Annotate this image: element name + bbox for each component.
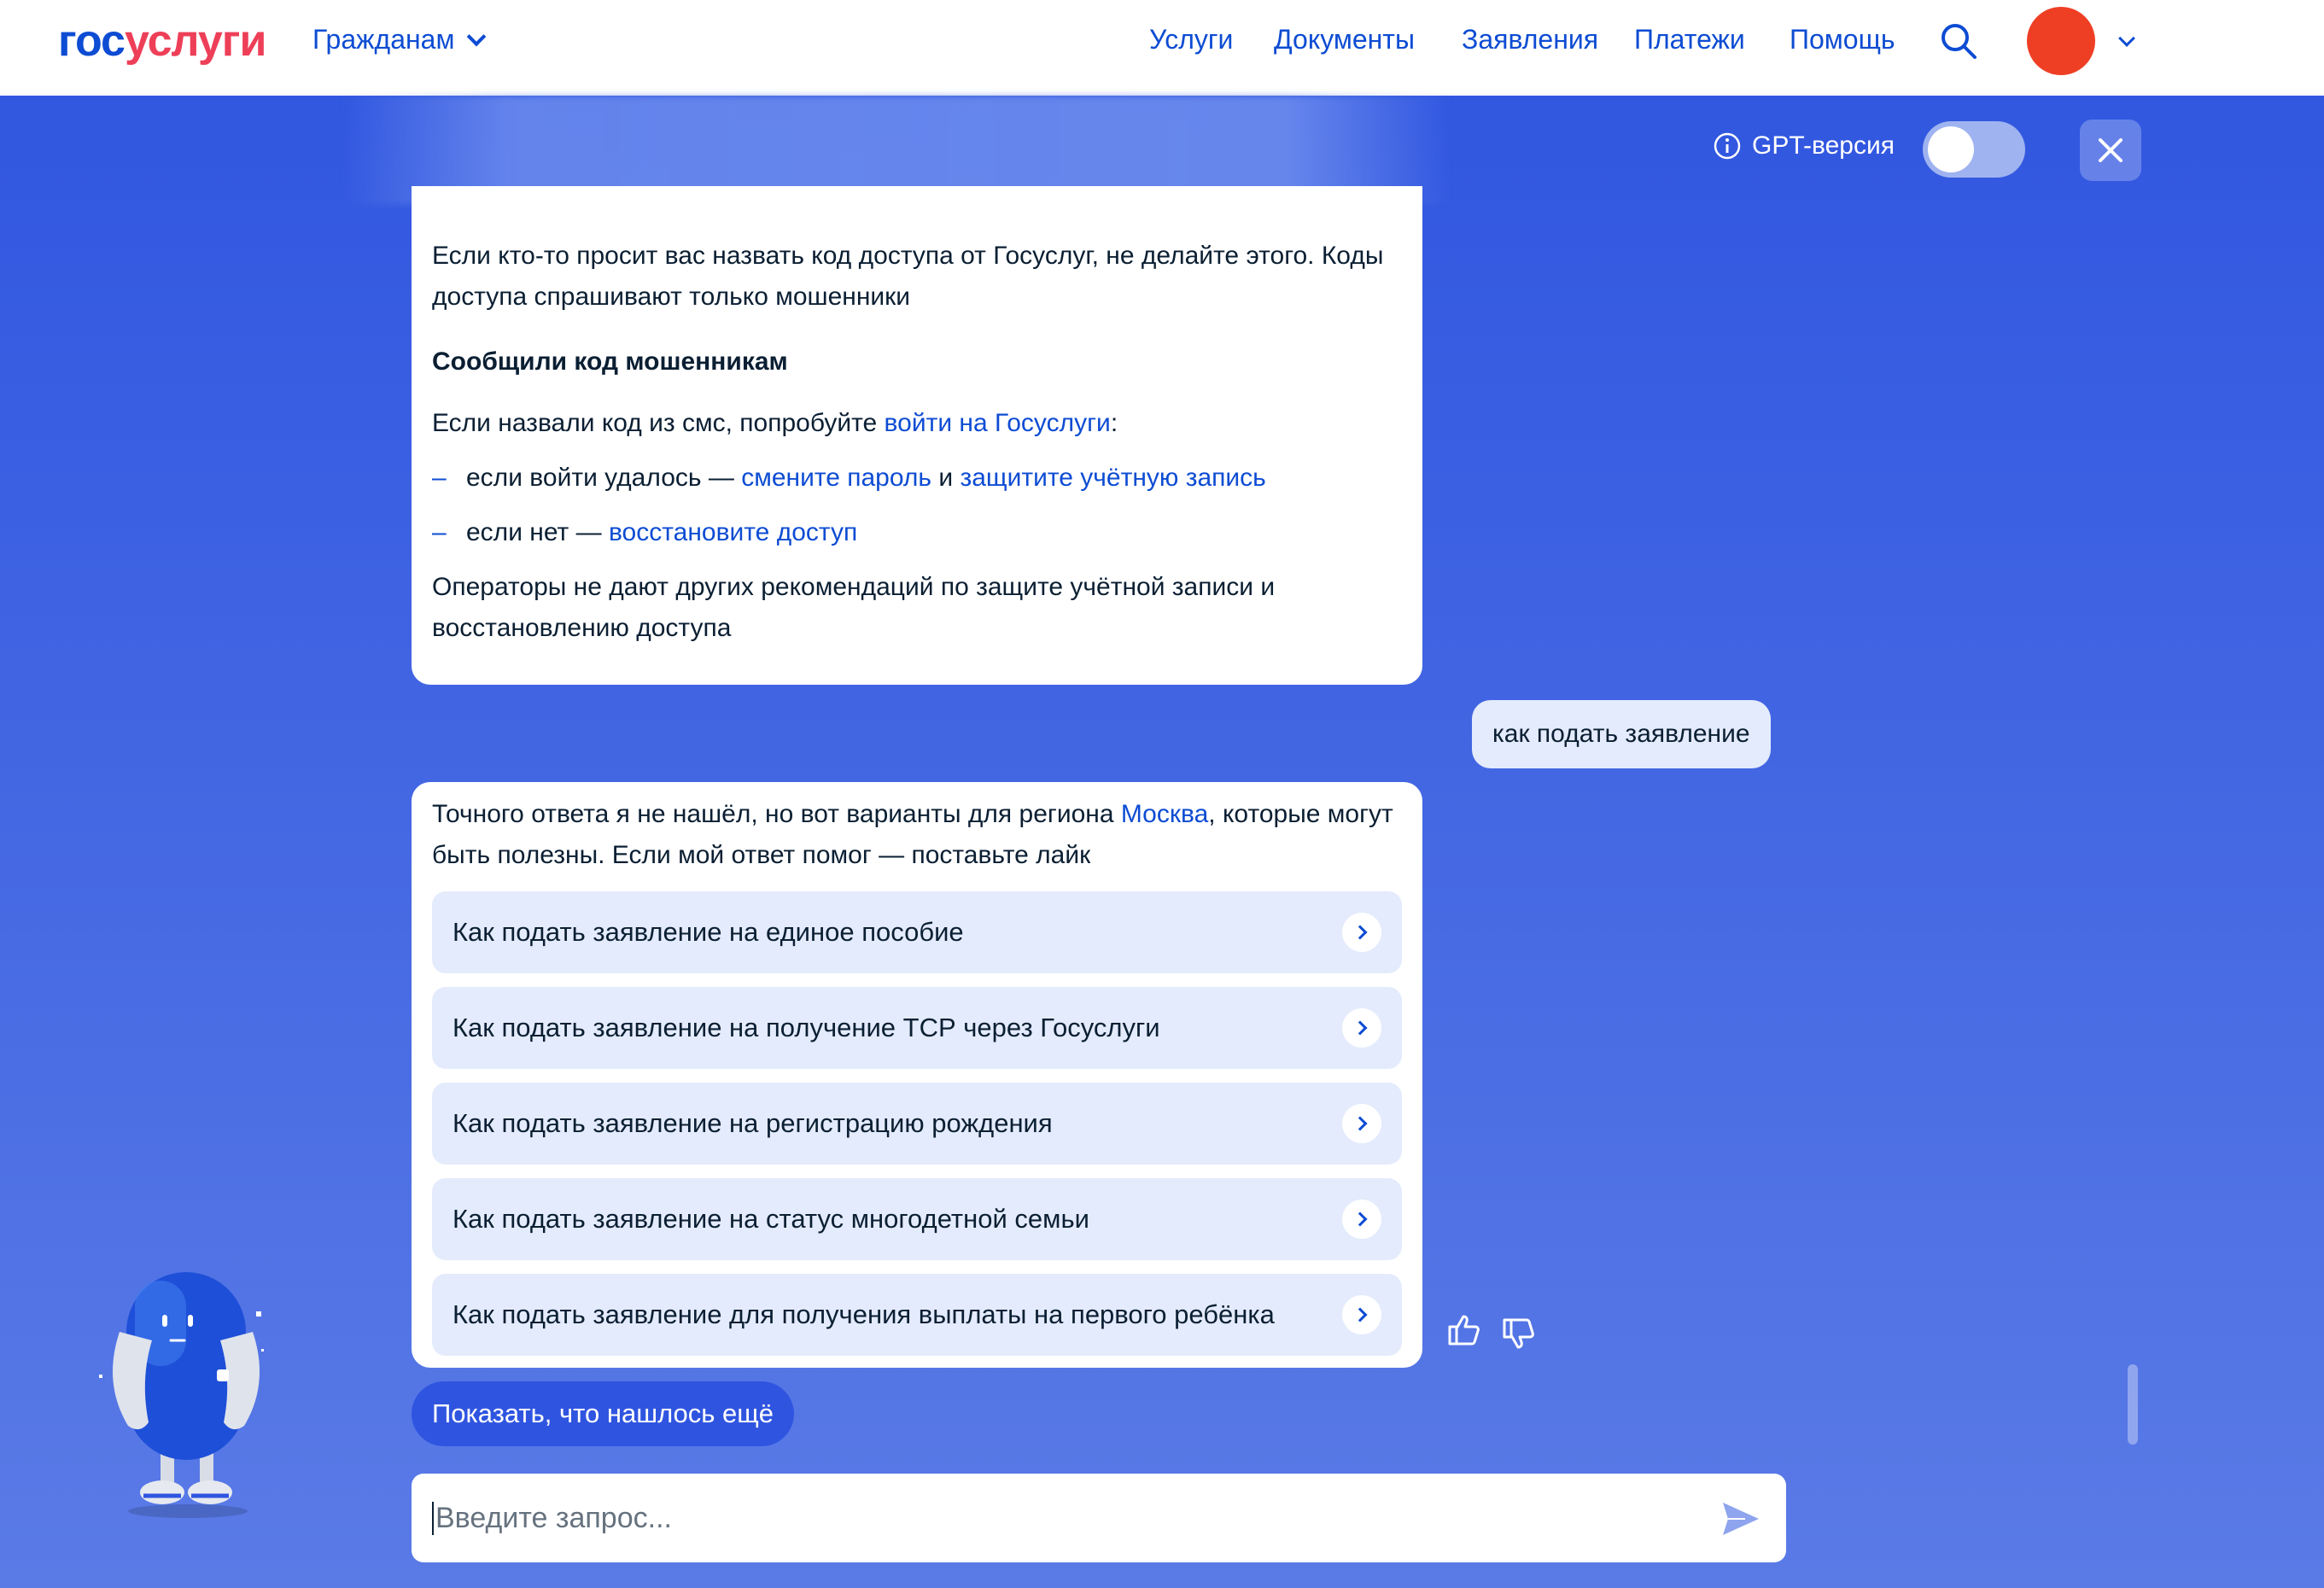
option-label: Как подать заявление на статус многодетной семьи <box>453 1204 1089 1234</box>
chevron-right-icon <box>1342 1295 1381 1334</box>
citizens-dropdown[interactable] <box>312 24 483 55</box>
gpt-toggle[interactable] <box>1923 121 2025 178</box>
chevron-right-icon <box>1342 913 1381 952</box>
search-icon[interactable] <box>1940 22 1977 60</box>
chevron-right-icon <box>1342 1104 1381 1143</box>
scrollbar-thumb[interactable] <box>2128 1364 2138 1445</box>
option-label: Как подать заявление на единое пособие <box>453 917 964 947</box>
chevron-right-icon <box>1342 1200 1381 1239</box>
nav-applications[interactable]: Заявления <box>1462 24 1599 55</box>
user-message: как подать заявление <box>1472 700 1771 768</box>
suggestion-option[interactable] <box>432 1178 1402 1260</box>
suggestion-option[interactable] <box>432 1274 1402 1356</box>
message-heading: Сообщили код мошенникам <box>432 347 788 376</box>
suggestion-option[interactable] <box>432 1083 1402 1165</box>
list-dash: – <box>432 464 447 492</box>
nav-documents[interactable]: Документы <box>1274 24 1415 55</box>
option-label: Как подать заявление для получения выплаты на первого ребёнка <box>453 1299 1275 1329</box>
show-more-button[interactable]: Показать, что нашлось ещё <box>412 1381 794 1446</box>
nav-services[interactable]: Услуги <box>1149 24 1234 55</box>
toggle-knob <box>1928 126 1974 172</box>
chevron-down-icon <box>467 26 487 46</box>
chevron-right-icon <box>1342 1008 1381 1048</box>
chevron-down-icon[interactable] <box>2118 30 2135 47</box>
send-icon[interactable] <box>1720 1498 1762 1540</box>
text: Точного ответа я не нашёл, но вот варианты для региона <box>432 800 1121 828</box>
info-icon[interactable] <box>1713 131 1742 161</box>
text: : <box>1110 409 1118 437</box>
text: если нет — <box>466 518 609 546</box>
site-header <box>0 0 2324 96</box>
region-link[interactable]: Москва <box>1120 800 1209 828</box>
message-paragraph: Операторы не дают других рекомендаций по защите учётной записи и восстановлению доступа <box>432 573 1276 642</box>
protect-account-link[interactable]: защитите учётную запись <box>960 464 1266 492</box>
gpt-version-label <box>1713 131 1895 161</box>
change-password-link[interactable]: смените пароль <box>741 464 932 492</box>
robot-mascot <box>94 1264 282 1520</box>
logo-part1: гос <box>58 16 125 66</box>
text: , которые могут быть полезны. Если мой ответ помог — поставьте лайк <box>432 800 1393 869</box>
bot-message <box>412 782 1422 1368</box>
list-item <box>432 458 1400 499</box>
option-label: Как подать заявление на регистрацию рождения <box>453 1108 1053 1138</box>
query-input[interactable] <box>432 1502 1627 1535</box>
thumbs-up-icon[interactable] <box>1446 1311 1482 1347</box>
message-paragraph <box>432 794 1402 876</box>
option-label: Как подать заявление на получение ТСР через Госуслуги <box>453 1013 1160 1042</box>
message-paragraph: Если кто-то просит вас назвать код доступа от Госуслуг, не делайте этого. Коды доступа спрашивают только мошенники <box>432 242 1384 311</box>
text: Если назвали код из смс, попробуйте <box>432 409 885 437</box>
text: если войти удалось — <box>466 464 742 492</box>
suggestion-option[interactable] <box>432 987 1402 1069</box>
logo-part2: услуги <box>124 16 266 66</box>
list-item <box>432 512 1400 553</box>
text: и <box>931 464 961 492</box>
suggestion-option[interactable] <box>432 891 1402 973</box>
close-icon <box>2097 137 2124 164</box>
restore-access-link[interactable]: восстановите доступ <box>608 518 858 546</box>
list-dash: – <box>432 518 447 546</box>
gosuslugi-logo[interactable] <box>58 15 266 67</box>
thumbs-down-icon[interactable] <box>1501 1317 1537 1352</box>
user-avatar[interactable] <box>2027 7 2095 75</box>
gpt-label-text: GPT-версия <box>1752 131 1895 160</box>
bot-message <box>412 186 1422 685</box>
message-paragraph <box>432 403 1400 444</box>
citizens-label: Гражданам <box>312 24 455 55</box>
query-input-box[interactable] <box>412 1474 1786 1562</box>
nav-help[interactable]: Помощь <box>1790 24 1895 55</box>
nav-payments[interactable]: Платежи <box>1634 24 1745 55</box>
close-button[interactable] <box>2080 120 2141 181</box>
login-link[interactable]: войти на Госуслуги <box>884 409 1111 437</box>
